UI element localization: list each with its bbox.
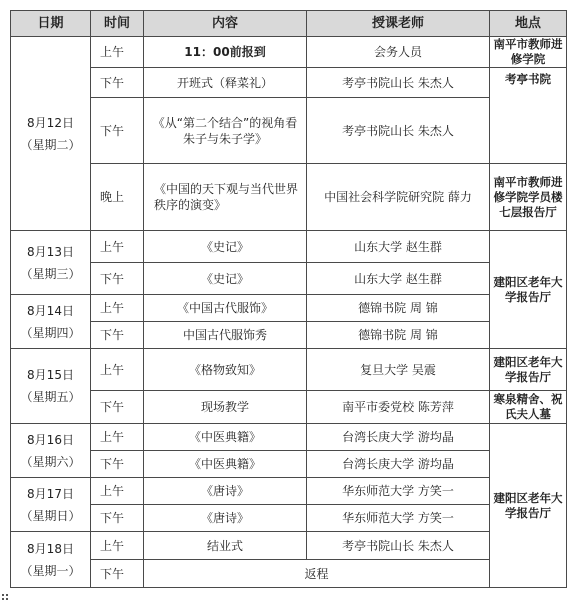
teacher-cell: 华东师范大学 方笑一 <box>307 478 490 505</box>
date-cell <box>11 37 91 231</box>
weekday-label: （星期日） <box>20 508 81 523</box>
teacher-cell: 考亭书院山长 朱杰人 <box>307 532 490 560</box>
weekday-label: （星期五） <box>20 390 81 404</box>
teacher-cell: 南平市委党校 陈芳萍 <box>307 391 490 424</box>
table-row <box>11 295 567 322</box>
place-cell: 建阳区老年大学报告厅 <box>490 349 567 391</box>
content-cell: 《中国古代服饰》 <box>144 295 307 322</box>
schedule-table <box>10 10 567 588</box>
time-cell: 下午 <box>91 560 144 588</box>
table-row <box>11 37 567 68</box>
teacher-cell: 会务人员 <box>307 37 490 68</box>
content-cell: 《史记》 <box>144 231 307 263</box>
teacher-cell: 中国社会科学院研究院 薛力 <box>307 164 490 231</box>
content-cell: 开班式（释菜礼） <box>144 68 307 98</box>
time-cell: 上午 <box>91 37 144 68</box>
header-date: 日期 <box>11 11 91 37</box>
content-cell: 《唐诗》 <box>144 478 307 505</box>
date-label: 8月12日 <box>27 115 74 130</box>
time-cell: 晚上 <box>91 164 144 231</box>
place-cell: 建阳区老年大学报告厅 <box>490 231 567 349</box>
content-cell: 《史记》 <box>144 263 307 295</box>
table-row <box>11 349 567 391</box>
corner-handle-icon <box>2 594 8 600</box>
time-cell: 下午 <box>91 263 144 295</box>
table-row <box>11 68 567 98</box>
date-label: 8月16日 <box>27 432 74 447</box>
teacher-cell: 台湾长庚大学 游均晶 <box>307 451 490 478</box>
time-cell: 上午 <box>91 478 144 505</box>
table-row <box>11 231 567 263</box>
time-cell: 上午 <box>91 231 144 263</box>
header-time: 时间 <box>91 11 144 37</box>
teacher-cell: 台湾长庚大学 游均晶 <box>307 424 490 451</box>
weekday-label: （星期二） <box>20 137 81 152</box>
teacher-cell: 考亭书院山长 朱杰人 <box>307 98 490 164</box>
date-label: 8月14日 <box>27 303 74 318</box>
content-cell: 结业式 <box>144 532 307 560</box>
time-cell: 上午 <box>91 532 144 560</box>
date-cell <box>11 478 91 532</box>
place-cell: 考亭书院 <box>490 68 567 164</box>
date-label: 8月15日 <box>27 368 74 382</box>
teacher-cell: 山东大学 赵生群 <box>307 263 490 295</box>
content-cell: 《中医典籍》 <box>144 424 307 451</box>
date-cell <box>11 295 91 349</box>
content-cell: 《唐诗》 <box>144 505 307 532</box>
date-cell <box>11 231 91 295</box>
weekday-label: （星期三） <box>20 266 81 281</box>
header-content: 内容 <box>144 11 307 37</box>
table-row <box>11 391 567 424</box>
content-cell: 11：00前报到 <box>144 37 307 68</box>
weekday-label: （星期六） <box>20 454 81 469</box>
date-label: 8月18日 <box>27 541 74 556</box>
place-cell: 南平市教师进修学院 <box>490 37 567 68</box>
date-cell <box>11 424 91 478</box>
table-row <box>11 451 567 478</box>
place-cell: 建阳区老年大学报告厅 <box>490 424 567 588</box>
time-cell: 上午 <box>91 295 144 322</box>
table-row <box>11 532 567 560</box>
teacher-cell: 考亭书院山长 朱杰人 <box>307 68 490 98</box>
table-row <box>11 98 567 164</box>
content-cell: 《中医典籍》 <box>144 451 307 478</box>
weekday-label: （星期一） <box>20 563 81 578</box>
time-cell: 下午 <box>91 322 144 349</box>
teacher-cell: 华东师范大学 方笑一 <box>307 505 490 532</box>
date-label: 8月17日 <box>27 486 74 501</box>
teacher-cell: 德锦书院 周 锦 <box>307 322 490 349</box>
header-place: 地点 <box>490 11 567 37</box>
time-cell: 下午 <box>91 68 144 98</box>
header-row <box>11 11 567 37</box>
table-row <box>11 263 567 295</box>
weekday-label: （星期四） <box>20 325 81 340</box>
time-cell: 下午 <box>91 98 144 164</box>
table-row <box>11 164 567 231</box>
content-cell: 中国古代服饰秀 <box>144 322 307 349</box>
date-cell <box>11 532 91 588</box>
content-cell: 《格物致知》 <box>144 349 307 391</box>
teacher-cell: 德锦书院 周 锦 <box>307 295 490 322</box>
date-label: 8月13日 <box>27 244 74 259</box>
header-teacher: 授课老师 <box>307 11 490 37</box>
teacher-cell: 复旦大学 吴震 <box>307 349 490 391</box>
content-cell: 《从“第二个结合”的视角看朱子与朱子学》 <box>144 98 307 164</box>
table-row <box>11 560 567 588</box>
date-cell <box>11 349 91 424</box>
time-cell: 上午 <box>91 424 144 451</box>
time-cell: 下午 <box>91 505 144 532</box>
content-cell: 现场教学 <box>144 391 307 424</box>
time-cell: 上午 <box>91 349 144 391</box>
table-row <box>11 424 567 451</box>
table-row <box>11 322 567 349</box>
place-cell: 寒泉精舍、祝氏夫人墓 <box>490 391 567 424</box>
content-cell: 返程 <box>144 560 490 588</box>
table-row <box>11 505 567 532</box>
time-cell: 下午 <box>91 391 144 424</box>
teacher-cell: 山东大学 赵生群 <box>307 231 490 263</box>
place-cell: 南平市教师进修学院学员楼七层报告厅 <box>490 164 567 231</box>
time-cell: 下午 <box>91 451 144 478</box>
table-row <box>11 478 567 505</box>
content-cell: 《中国的天下观与当代世界秩序的演变》 <box>144 164 307 231</box>
